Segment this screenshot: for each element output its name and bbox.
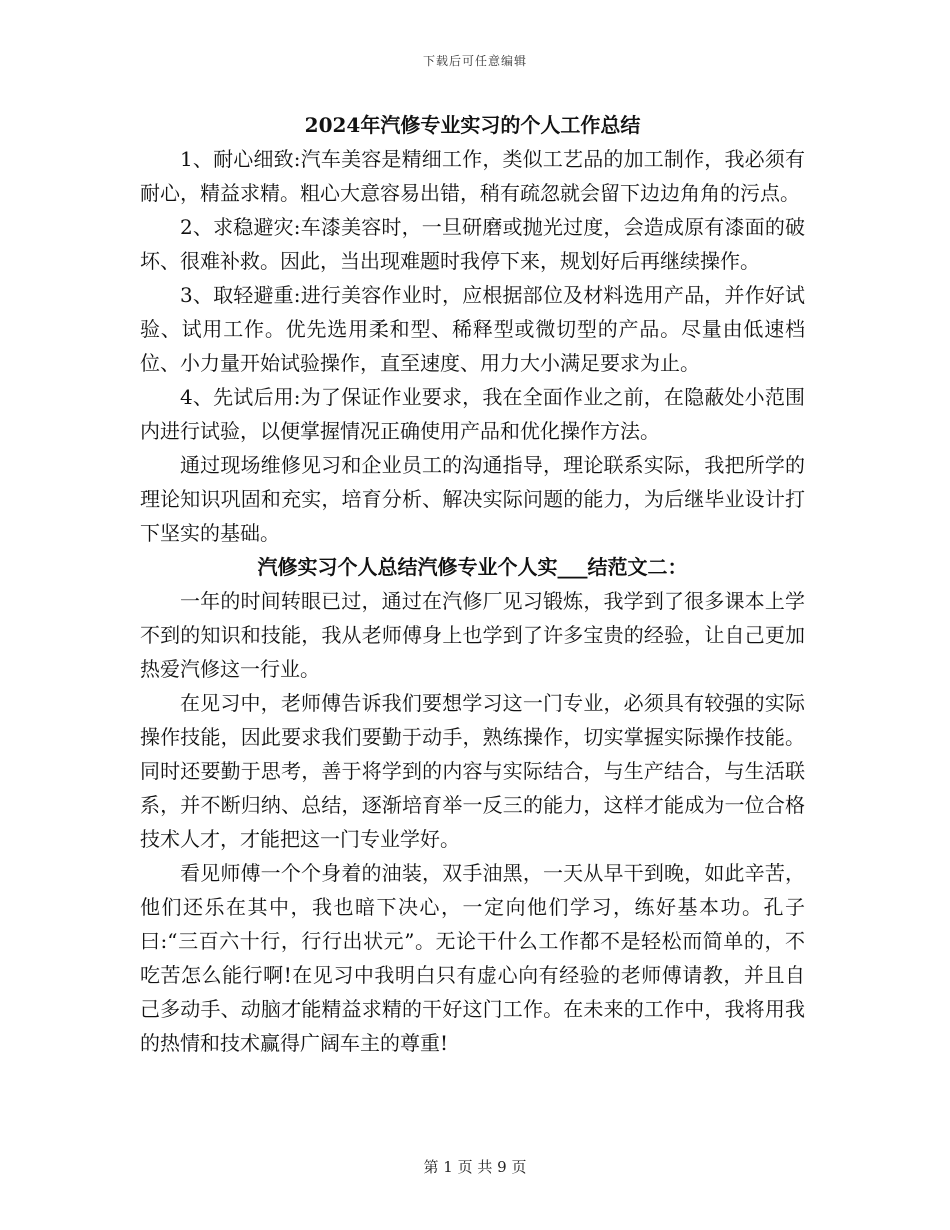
paragraph-test-first: 4、先试后用:为了保证作业要求，我在全面作业之前，在隐蔽处小范围内进行试验，以便掌握情况正确使用产品和优化操作方法。 (140, 385, 805, 443)
paragraph-patience: 1、耐心细致:汽车美容是精细工作，类似工艺品的加工制作，我必须有耐心，精益求精。粗心大意容易出错，稍有疏忽就会留下边边角角的污点。 (140, 147, 805, 205)
paragraph-practice-skills: 在见习中，老师傅告诉我们要想学习这一门专业，必须具有较强的实际操作技能，因此要求我们要勤于动手，熟练操作，切实掌握实际操作技能。同时还要勤于思考，善于将学到的内容与实际结合，与生产结合，与生活联系，并不断归纳、总结，逐渐培育举一反三的能力，这样才能成为一位合格技术人才，才能把这一门专业学好。 (140, 691, 805, 851)
section-subtitle: 汽修实习个人总结汽修专业个人实___结范文二： (257, 555, 688, 579)
paragraph-stability: 2、求稳避灾:车漆美容时，一旦研磨或抛光过度，会造成原有漆面的破坏、很难补救。因此，当出现难题时我停下来，规划好后再继续操作。 (140, 215, 805, 273)
document-title: 2024年汽修专业实习的个人工作总结 (304, 113, 641, 137)
paragraph-summary: 通过现场维修见习和企业员工的沟通指导，理论联系实际，我把所学的理论知识巩固和充实，培育分析、解决实际问题的能力，为后继毕业设计打下坚实的基础。 (140, 453, 805, 545)
page-header: 下载后可任意编辑 (422, 54, 527, 68)
paragraph-hard-work: 看见师傅一个个身着的油装，双手油黑，一天从早干到晚，如此辛苦，他们还乐在其中，我也暗下决心，一定向他们学习，练好基本功。孔子曰:“三百六十行，行行出状元”。无论干什么工作都不是轻松而简单的，不吃苦怎么能行啊!在见习中我明白只有虚心向有经验的老师傅请教，并且自己多动手、动脑才能精益求精的干好这门工作。在未来的工作中，我将用我的热情和技术赢得广阔车主的尊重! (140, 861, 805, 1055)
paragraph-light-over-heavy: 3、取轻避重:进行美容作业时，应根据部位及材料选用产品，并作好试验、试用工作。优先选用柔和型、稀释型或微切型的产品。尽量由低速档位、小力量开始试验操作，直至速度、用力大小满足要求为止。 (140, 283, 805, 375)
page-number: 第 1 页 共 9 页 (423, 1158, 527, 1176)
document-body (140, 108, 805, 1060)
paragraph-one-year: 一年的时间转眼已过，通过在汽修厂见习锻炼，我学到了很多课本上学不到的知识和技能，我从老师傅身上也学到了许多宝贵的经验，让自己更加热爱汽修这一行业。 (140, 589, 805, 681)
